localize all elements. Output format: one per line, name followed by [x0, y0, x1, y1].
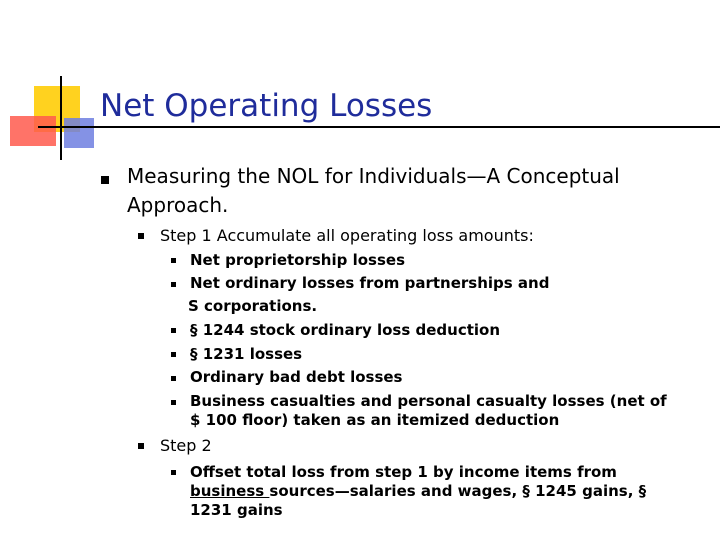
decor-red-square: [10, 116, 56, 146]
bullet-square-icon: [171, 282, 176, 287]
step1-item: Net proprietorship losses: [190, 251, 405, 269]
step1-item: § 1231 losses: [190, 345, 303, 363]
decor-blue-square: [64, 118, 94, 148]
bullet-square-icon: [171, 328, 176, 333]
step2-text-line2: [190, 481, 646, 501]
bullet-square-icon: [171, 352, 176, 357]
bullet-square-icon: [171, 400, 176, 405]
step2-text-line1: Offset total loss from step 1 by income items from: [190, 463, 617, 481]
step1-item-continuation: S corporations.: [188, 297, 318, 315]
bullet-square-icon: [101, 176, 109, 184]
step1-item-continuation: $ 100 floor) taken as an itemized deduction: [190, 411, 560, 429]
level1-text-line2: Approach.: [127, 193, 229, 217]
step2-label: Step 2: [160, 436, 212, 455]
step2-text-line3: 1231 gains: [190, 501, 283, 519]
step1-item: Business casualties and personal casualty losses (net of: [190, 392, 667, 410]
bullet-square-icon: [171, 470, 176, 475]
title-divider: [38, 126, 720, 128]
step1-item: Net ordinary losses from partnerships and: [190, 274, 550, 292]
bullet-square-icon: [138, 443, 144, 449]
bullet-square-icon: [171, 376, 176, 381]
underlined-word: business: [190, 482, 270, 500]
step1-label: Step 1 Accumulate all operating loss amounts:: [160, 226, 534, 245]
step2-text-line2-rest: sources—salaries and wages, § 1245 gains, §: [269, 482, 647, 500]
step1-item: § 1244 stock ordinary loss deduction: [190, 321, 501, 339]
decor-vertical-line: [60, 76, 62, 160]
bullet-square-icon: [138, 233, 144, 239]
slide-title: Net Operating Losses: [100, 88, 433, 124]
bullet-square-icon: [171, 258, 176, 263]
step1-item: Ordinary bad debt losses: [190, 368, 403, 386]
level1-text-line1: Measuring the NOL for Individuals—A Conceptual: [127, 164, 620, 188]
